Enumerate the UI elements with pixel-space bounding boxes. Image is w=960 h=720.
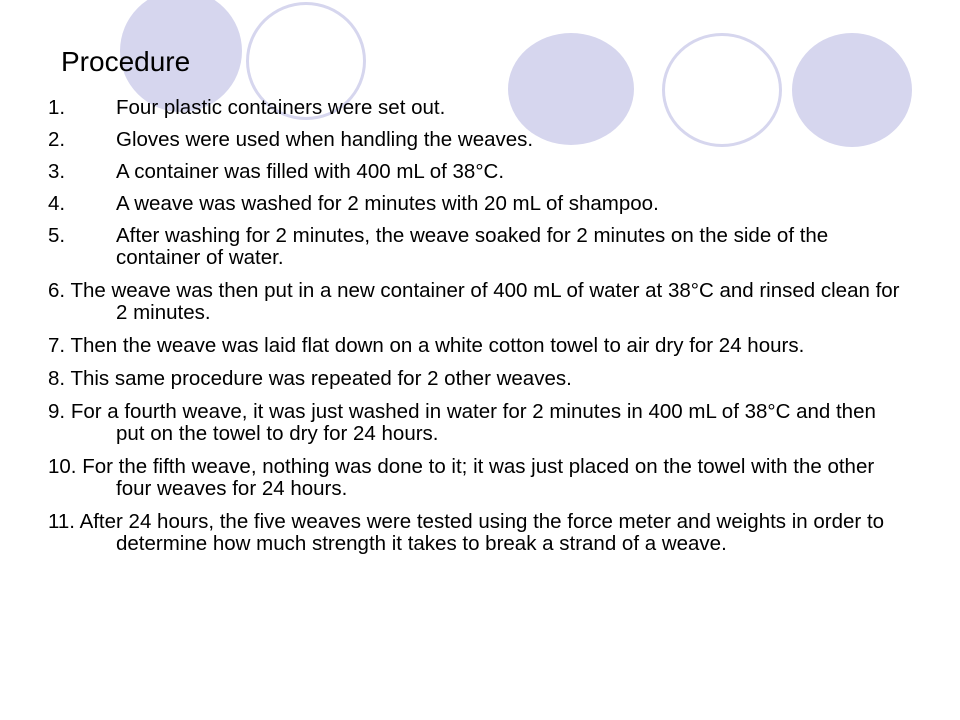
procedure-step xyxy=(48,368,910,390)
step-text: Then the weave was laid flat down on a white cotton towel to air dry for 24 hours. xyxy=(70,334,805,357)
step-number: 11. xyxy=(48,510,75,533)
step-text: A container was filled with 400 mL of 38°C. xyxy=(116,160,505,183)
step-number: 7. xyxy=(48,334,66,357)
step-number: 6. xyxy=(48,279,66,302)
step-text: This same procedure was repeated for 2 other weaves. xyxy=(70,367,572,390)
step-text: Gloves were used when handling the weaves. xyxy=(116,128,534,151)
step-number: 4. xyxy=(48,192,66,215)
step-number: 3. xyxy=(48,160,66,183)
step-number: 5. xyxy=(48,224,66,247)
procedure-step xyxy=(48,401,910,445)
step-text: Four plastic containers were set out. xyxy=(116,96,446,119)
step-number: 2. xyxy=(48,128,66,151)
step-number: 9. xyxy=(48,400,66,423)
procedure-step xyxy=(48,193,910,215)
step-text: After washing for 2 minutes, the weave soaked for 2 minutes on the side of the container of water. xyxy=(116,224,829,269)
step-text: For a fourth weave, it was just washed in water for 2 minutes in 400 mL of 38°C and then put on the towel to dry for 24 hours. xyxy=(70,400,876,445)
step-text: After 24 hours, the five weaves were tested using the force meter and weights in order to determine how much strength it takes to break a strand of a weave. xyxy=(79,510,885,555)
step-text: For the fifth weave, nothing was done to it; it was just placed on the towel with the other four weaves for 24 hours. xyxy=(82,455,875,500)
step-text: The weave was then put in a new container of 400 mL of water at 38°C and rinsed clean for 2 minutes. xyxy=(70,279,900,324)
procedure-step xyxy=(48,335,910,357)
procedure-step xyxy=(48,280,910,324)
step-number: 10. xyxy=(48,455,77,478)
procedure-step xyxy=(48,161,910,183)
procedure-step xyxy=(48,456,910,500)
procedure-step xyxy=(48,511,910,555)
step-number: 1. xyxy=(48,96,66,119)
slide-title: Procedure xyxy=(61,46,191,77)
step-text: A weave was washed for 2 minutes with 20 mL of shampoo. xyxy=(116,192,659,215)
procedure-step xyxy=(48,129,910,151)
procedure-list xyxy=(48,97,910,566)
procedure-step xyxy=(48,225,910,269)
procedure-step xyxy=(48,97,910,119)
step-number: 8. xyxy=(48,367,66,390)
